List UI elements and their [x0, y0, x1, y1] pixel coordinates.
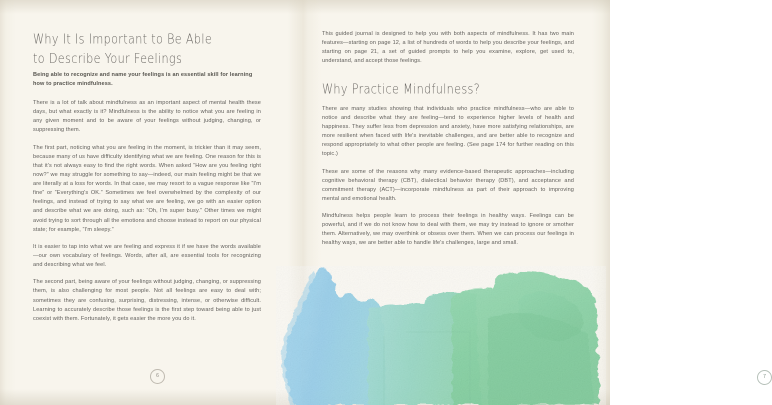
- page-number-left: 6: [150, 369, 165, 384]
- left-page-title-line-1: Why It Is Important to Be Able: [33, 31, 213, 48]
- right-paragraph-2: These are some of the reasons why many evidence-based therapeutic approaches—including cognitive behavioral therapy (CBT), dialectical behavior therapy (DBT), and acceptance and commitment therapy (ACT)—incorporate mindfulness as part of their approach to improving mental and emotional health.: [322, 168, 574, 202]
- left-page: [0, 0, 305, 405]
- left-paragraph-1: There is a lot of talk about mindfulness as an important aspect of mental health these days, but what exactly is it? Mindfulness is the ability to notice what you are feeling in any given moment and to be aware of your feelings without judging, changing, or suppressing them.: [33, 100, 261, 134]
- left-paragraph-3: It is easier to tap into what we are feeling and express it if we have the words available—our own vocabulary of feelings. Words, after all, are essential tools for recognizing and describing what we feel.: [33, 243, 261, 269]
- left-paragraph-4: The second part, being aware of your feelings without judging, changing, or suppressing them, is also challenging for most people. Not all feelings are easy to deal with; sometimes they are confusing, surprising, distressing, intense, or otherwise difficult. Learning to accurately describe those feelings is the first step toward being able to just coexist with them. Fortunately, it gets easier the more you do it.: [33, 279, 261, 322]
- right-page-title: Why Practice Mindfulness?: [322, 81, 480, 98]
- right-paragraph-1: There are many studies showing that individuals who practice mindfulness—who are able to notice and describe what they are feeling—tend to experience higher levels of health and happiness. They suffer less from depression and anxiety, have more satisfying relationships, are more resilient when faced with life's inevitable challenges, and are better able to recognize and respond appropriately to what other people are feeling. (See page 174 for further reading on this topic.): [322, 105, 574, 158]
- left-paragraph-2: The first part, noticing what you are feeling in the moment, is trickier than it may seem, because many of us have difficulty identifying what we are feeling. One reason for this is that it's not always easy to find the right words. When asked “How are you feeling right now?” we may struggle for something to say—indeed, our main feeling might be that we are literally at a loss for words. In that case, we may resort to a vague response like “I'm fine” or “Everything's OK.” Sometimes we feel overwhelmed by the complexity of our feelings, and instead of trying to say what we are feeling, we go with an easier option and describe what we are doing, such as: “Oh, I'm super busy.” Other times we might avoid trying to sort through all the emotions and choose instead to report on our physical state; for example, “I'm sleepy.”: [33, 144, 261, 233]
- left-page-title: [33, 30, 261, 68]
- left-page-title-line-2: to Describe Your Feelings: [33, 50, 183, 66]
- right-page: [305, 0, 766, 405]
- page-number-right: 7: [757, 370, 772, 385]
- right-text-column: [322, 30, 574, 249]
- right-intro-paragraph: This guided journal is designed to help you with both aspects of mindfulness. It has two main features—starting on page 12, a list of hundreds of words to help you describe your feelings, and starting on page 21, a set of guided prompts to help you examine, explore, get used to, understand, and accept those feelings.: [322, 31, 574, 65]
- right-paragraph-3: Mindfulness helps people learn to process their feelings in healthy ways. Feelings can be powerful, and if we do not know how to deal with them, we may try instead to ignore or smother them. Alternatively, we may overthink or obsess over them. When we can process our feelings in healthy ways, we are better able to handle life's challenges, large and small.: [322, 213, 574, 247]
- left-lead-paragraph: Being able to recognize and name your feelings is an essential skill for learning how to practice mindfulness.: [33, 72, 253, 88]
- left-text-column: [33, 30, 261, 324]
